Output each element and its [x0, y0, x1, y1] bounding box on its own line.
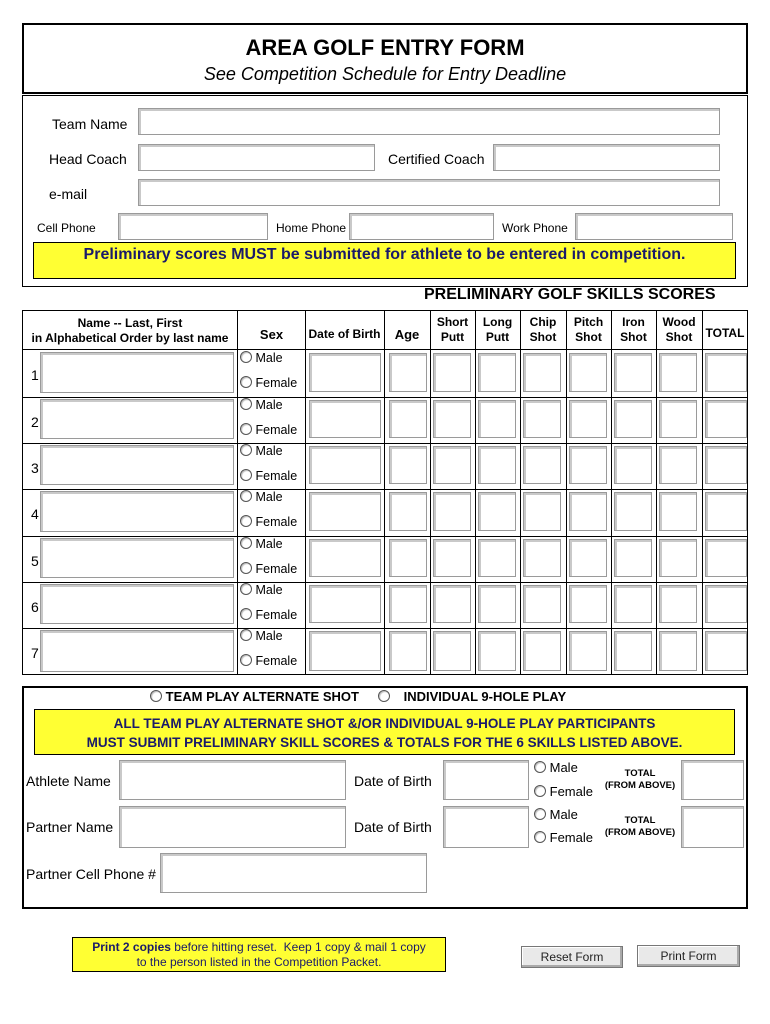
female-label: Female: [255, 562, 298, 576]
female-label: Female: [255, 376, 298, 390]
col-header-sex: Sex: [259, 327, 284, 342]
partner-name-label: Partner Name: [26, 819, 114, 835]
team-play-label: TEAM PLAY ALTERNATE SHOT: [165, 689, 359, 704]
male-label: Male: [255, 629, 283, 643]
partner-male-radio[interactable]: [534, 808, 546, 820]
athlete-total-text: TOTAL: [624, 768, 656, 779]
partner-name-field[interactable]: [119, 806, 346, 848]
athlete-name-input[interactable]: [40, 630, 234, 672]
sex-male-option[interactable]: [240, 398, 283, 412]
skill-score-input[interactable]: [433, 353, 471, 392]
athlete-female-radio[interactable]: [534, 785, 546, 797]
female-label: Female: [255, 423, 298, 437]
col-divider: [611, 310, 612, 675]
partner-female-radio[interactable]: [534, 831, 546, 843]
skill-4-line2: Shot: [575, 330, 602, 344]
athlete-name-input[interactable]: [40, 445, 234, 485]
head-coach-field[interactable]: [138, 144, 375, 171]
partner-cell-field[interactable]: [160, 853, 427, 893]
male-radio[interactable]: [240, 537, 252, 549]
total-input[interactable]: [705, 585, 747, 623]
certified-coach-field[interactable]: [493, 144, 720, 171]
female-radio[interactable]: [240, 376, 252, 388]
skill-score-input[interactable]: [659, 585, 697, 623]
form-title: AREA GOLF ENTRY FORM: [245, 35, 525, 60]
individual-play-option[interactable]: [378, 689, 566, 704]
skill-4-line1: Pitch: [573, 315, 604, 329]
sex-male-option[interactable]: [240, 583, 283, 597]
male-label: Male: [255, 537, 283, 551]
head-coach-label: Head Coach: [49, 151, 127, 167]
female-radio[interactable]: [240, 608, 252, 620]
skill-score-input[interactable]: [523, 353, 561, 392]
play-notice-line1: ALL TEAM PLAY ALTERNATE SHOT &/OR INDIVIDUAL 9-HOLE PLAY PARTICIPANTS: [113, 716, 656, 731]
row-number: 7: [31, 645, 39, 661]
col-header-skill-1: [430, 315, 475, 345]
sex-female-option[interactable]: [240, 515, 297, 529]
partner-dob-field[interactable]: [443, 806, 529, 848]
athlete-name-input[interactable]: [40, 399, 234, 439]
athlete-from-above-text: (FROM ABOVE): [604, 780, 676, 791]
partner-cell-label: Partner Cell Phone #: [26, 866, 156, 882]
certified-coach-label: Certified Coach: [388, 151, 485, 167]
col-divider: [305, 310, 306, 675]
partner-sex-female[interactable]: [534, 830, 593, 845]
dob-input[interactable]: [309, 400, 381, 438]
male-radio[interactable]: [240, 351, 252, 363]
dob-input[interactable]: [309, 353, 381, 392]
male-label: Male: [255, 444, 283, 458]
dob-input[interactable]: [309, 631, 381, 671]
skill-score-input[interactable]: [523, 446, 561, 484]
col-divider: [475, 310, 476, 675]
skill-score-input[interactable]: [478, 631, 516, 671]
col-header-name-line1: Name -- Last, First: [77, 316, 183, 330]
total-input[interactable]: [705, 631, 747, 671]
skill-score-input[interactable]: [478, 585, 516, 623]
home-phone-label: Home Phone: [276, 221, 347, 235]
preliminary-notice-text: Preliminary scores MUST be submitted for athlete to be entered in competition.: [83, 246, 686, 263]
total-input[interactable]: [705, 400, 747, 438]
col-divider: [237, 310, 238, 675]
individual-play-label: INDIVIDUAL 9-HOLE PLAY: [403, 689, 567, 704]
row-divider: [22, 536, 748, 537]
team-name-label: Team Name: [52, 116, 128, 132]
col-divider: [384, 310, 385, 675]
row-number: 4: [31, 506, 39, 522]
col-header-total: TOTAL: [705, 326, 745, 340]
skill-score-input[interactable]: [569, 585, 607, 623]
female-label: Female: [255, 515, 298, 529]
athlete-name-input[interactable]: [40, 584, 234, 624]
email-field[interactable]: [138, 179, 720, 206]
male-radio[interactable]: [240, 398, 252, 410]
scores-header-divider: [22, 349, 748, 350]
skill-5-line2: Shot: [620, 330, 647, 344]
female-radio[interactable]: [240, 469, 252, 481]
row-divider: [22, 397, 748, 398]
skill-score-input[interactable]: [569, 631, 607, 671]
skill-1-line2: Putt: [440, 330, 465, 344]
male-radio[interactable]: [240, 629, 252, 641]
partner-sex-male[interactable]: [534, 807, 578, 822]
skill-score-input[interactable]: [433, 585, 471, 623]
age-input[interactable]: [389, 353, 427, 392]
skill-score-input[interactable]: [433, 539, 471, 577]
sex-female-option[interactable]: [240, 562, 297, 576]
sex-female-option[interactable]: [240, 469, 297, 483]
col-divider: [702, 310, 703, 675]
print-instructions-line1: [73, 940, 445, 955]
age-input[interactable]: [389, 585, 427, 623]
individual-play-radio[interactable]: [378, 690, 390, 702]
age-input[interactable]: [389, 446, 427, 484]
dob-input[interactable]: [309, 585, 381, 623]
row-divider: [22, 628, 748, 629]
athlete-name-input[interactable]: [40, 491, 234, 532]
col-divider: [656, 310, 657, 675]
col-header-skill-5: [611, 315, 656, 345]
partner-female-label: Female: [549, 830, 593, 845]
col-header-skill-6: [656, 315, 702, 345]
play-notice: [34, 709, 735, 755]
age-input[interactable]: [389, 400, 427, 438]
home-phone-field[interactable]: [349, 213, 494, 240]
col-header-skill-4: [566, 315, 611, 345]
skill-2-line1: Long: [482, 315, 513, 329]
age-input[interactable]: [389, 539, 427, 577]
female-radio[interactable]: [240, 423, 252, 435]
col-header-skill-3: [520, 315, 566, 345]
total-input[interactable]: [705, 446, 747, 484]
sex-male-option[interactable]: [240, 537, 283, 551]
partner-total-label: [600, 815, 680, 839]
athlete-name-input[interactable]: [40, 352, 234, 393]
col-header-skill-2: [475, 315, 520, 345]
skill-score-input[interactable]: [614, 539, 652, 577]
skill-3-line2: Shot: [529, 330, 557, 344]
age-input[interactable]: [389, 492, 427, 531]
col-header-name: [23, 316, 237, 346]
col-header-dob: Date of Birth: [308, 327, 381, 341]
athlete-name-label: Athlete Name: [26, 773, 111, 789]
play-notice-line2: MUST SUBMIT PRELIMINARY SKILL SCORES & TOTALS FOR THE 6 SKILLS LISTED ABOVE.: [86, 735, 683, 750]
skill-score-input[interactable]: [478, 353, 516, 392]
col-header-name-line2: in Alphabetical Order by last name: [31, 331, 229, 345]
skill-score-input[interactable]: [614, 400, 652, 438]
skill-score-input[interactable]: [659, 400, 697, 438]
row-divider: [22, 489, 748, 490]
dob-input[interactable]: [309, 492, 381, 531]
skill-score-input[interactable]: [569, 446, 607, 484]
skill-6-line2: Shot: [665, 330, 693, 344]
work-phone-field[interactable]: [575, 213, 733, 240]
male-label: Male: [255, 583, 283, 597]
sex-female-option[interactable]: [240, 376, 297, 390]
skill-score-input[interactable]: [523, 539, 561, 577]
male-radio[interactable]: [240, 444, 252, 456]
scores-title: PRELIMINARY GOLF SKILLS SCORES: [424, 286, 716, 303]
athlete-name-input[interactable]: [40, 538, 234, 578]
sex-female-option[interactable]: [240, 608, 297, 622]
team-play-option[interactable]: [150, 689, 359, 704]
skill-score-input[interactable]: [614, 492, 652, 531]
partner-from-above-text: (FROM ABOVE): [604, 827, 676, 838]
skill-score-input[interactable]: [523, 585, 561, 623]
row-number: 6: [31, 599, 39, 615]
skill-score-input[interactable]: [659, 539, 697, 577]
col-divider: [430, 310, 431, 675]
skill-2-line2: Putt: [485, 330, 510, 344]
sex-female-option[interactable]: [240, 654, 297, 668]
skill-score-input[interactable]: [659, 492, 697, 531]
partner-total-text: TOTAL: [624, 815, 656, 826]
skill-score-input[interactable]: [478, 400, 516, 438]
form-subtitle: See Competition Schedule for Entry Deadline: [203, 64, 567, 84]
total-input[interactable]: [705, 539, 747, 577]
work-phone-label: Work Phone: [502, 221, 568, 235]
skill-score-input[interactable]: [614, 446, 652, 484]
team-play-radio[interactable]: [150, 690, 162, 702]
skill-score-input[interactable]: [614, 585, 652, 623]
dob-input[interactable]: [309, 539, 381, 577]
female-label: Female: [255, 654, 298, 668]
print-copies-bold: Print 2 copies: [92, 940, 171, 954]
athlete-female-label: Female: [549, 784, 593, 799]
sex-female-option[interactable]: [240, 423, 297, 437]
row-number: 5: [31, 553, 39, 569]
athlete-total-field[interactable]: [681, 760, 744, 800]
skill-3-line1: Chip: [529, 315, 557, 329]
skill-6-line1: Wood: [662, 315, 696, 329]
skill-score-input[interactable]: [614, 631, 652, 671]
female-radio[interactable]: [240, 515, 252, 527]
skill-score-input[interactable]: [659, 446, 697, 484]
row-number: 3: [31, 460, 39, 476]
partner-total-field[interactable]: [681, 806, 744, 848]
total-input[interactable]: [705, 353, 747, 392]
male-label: Male: [255, 398, 283, 412]
sex-male-option[interactable]: [240, 629, 283, 643]
athlete-male-radio[interactable]: [534, 761, 546, 773]
partner-dob-label: Date of Birth: [354, 819, 432, 835]
age-input[interactable]: [389, 631, 427, 671]
print-copies-rest: before hitting reset. Keep 1 copy & mail 1 copy: [170, 940, 426, 954]
skill-1-line1: Short: [436, 315, 469, 329]
skill-score-input[interactable]: [478, 539, 516, 577]
female-label: Female: [255, 608, 298, 622]
sex-male-option[interactable]: [240, 490, 283, 504]
skill-score-input[interactable]: [433, 492, 471, 531]
reset-button[interactable]: Reset Form: [521, 946, 623, 968]
skill-5-line1: Iron: [622, 315, 645, 329]
skill-score-input[interactable]: [659, 631, 697, 671]
row-divider: [22, 582, 748, 583]
athlete-dob-field[interactable]: [443, 760, 529, 800]
skill-score-input[interactable]: [478, 446, 516, 484]
row-number: 2: [31, 414, 39, 430]
cell-phone-field[interactable]: [118, 213, 268, 240]
skill-score-input[interactable]: [433, 631, 471, 671]
print-instructions: [72, 937, 446, 972]
female-label: Female: [255, 469, 298, 483]
skill-score-input[interactable]: [569, 400, 607, 438]
male-radio[interactable]: [240, 583, 252, 595]
skill-score-input[interactable]: [523, 631, 561, 671]
row-divider: [22, 443, 748, 444]
email-label: e-mail: [49, 186, 88, 202]
skill-score-input[interactable]: [569, 492, 607, 531]
sex-male-option[interactable]: [240, 444, 283, 458]
partner-male-label: Male: [549, 807, 578, 822]
col-divider: [520, 310, 521, 675]
print-instructions-line2: to the person listed in the Competition Packet.: [136, 955, 382, 969]
skill-score-input[interactable]: [523, 492, 561, 531]
skill-score-input[interactable]: [569, 353, 607, 392]
skill-score-input[interactable]: [523, 400, 561, 438]
dob-input[interactable]: [309, 446, 381, 484]
female-radio[interactable]: [240, 654, 252, 666]
male-label: Male: [255, 351, 283, 365]
cell-phone-label: Cell Phone: [37, 221, 96, 235]
athlete-male-label: Male: [549, 760, 578, 775]
athlete-total-label: [600, 768, 680, 792]
skill-score-input[interactable]: [433, 400, 471, 438]
print-button[interactable]: Print Form: [637, 945, 740, 967]
team-name-field[interactable]: [138, 108, 720, 135]
total-input[interactable]: [705, 492, 747, 531]
skill-score-input[interactable]: [614, 353, 652, 392]
skill-score-input[interactable]: [569, 539, 607, 577]
athlete-sex-male[interactable]: [534, 760, 578, 775]
skill-score-input[interactable]: [659, 353, 697, 392]
preliminary-notice: [33, 242, 736, 279]
athlete-dob-label: Date of Birth: [354, 773, 432, 789]
col-header-age: Age: [394, 327, 420, 342]
male-label: Male: [255, 490, 283, 504]
athlete-name-field[interactable]: [119, 760, 346, 800]
row-number: 1: [31, 367, 39, 383]
skill-score-input[interactable]: [433, 446, 471, 484]
skill-score-input[interactable]: [478, 492, 516, 531]
female-radio[interactable]: [240, 562, 252, 574]
athlete-sex-female[interactable]: [534, 784, 593, 799]
col-divider: [566, 310, 567, 675]
sex-male-option[interactable]: [240, 351, 283, 365]
male-radio[interactable]: [240, 490, 252, 502]
